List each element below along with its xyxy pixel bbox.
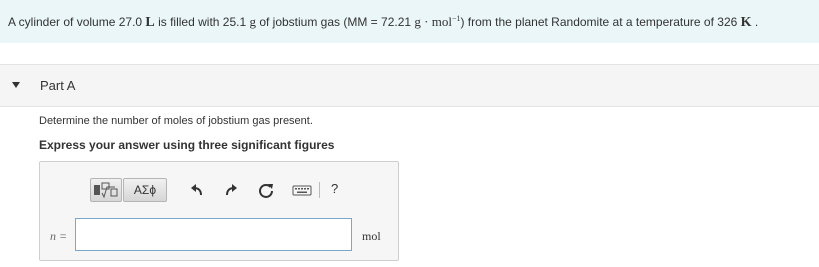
templates-button[interactable] [90,178,122,202]
redo-icon[interactable] [223,182,239,198]
unit-exponent: −1 [451,14,461,23]
problem-statement-banner [0,0,819,43]
collapse-caret-icon[interactable] [12,82,20,88]
answer-panel [39,161,399,261]
statement-text: is filled with 25.1 [154,15,250,29]
part-title: Part A [40,78,76,93]
keyboard-icon[interactable] [292,182,312,198]
unit-liter: L [145,15,155,30]
question-text: Determine the number of moles of jobstium gas present. [39,115,313,127]
statement-text: ) from the planet Randomite at a temperature of 326 [460,15,741,29]
undo-icon[interactable] [189,182,205,198]
help-button[interactable]: ? [331,181,339,196]
answer-label-text: n = [50,229,68,243]
problem-statement [8,14,758,31]
statement-text: A cylinder of volume 27.0 [8,15,146,29]
unit-molar-mass: g · mol [414,14,452,29]
part-a-header[interactable] [0,64,819,107]
reset-icon[interactable] [258,182,274,198]
statement-text: . [751,15,759,29]
answer-input[interactable] [75,218,352,251]
templates-icon [91,179,121,201]
answer-variable-label [50,229,67,244]
unit-gram: g [249,14,256,29]
math-toolbar [40,162,398,222]
answer-unit: mol [362,229,381,243]
statement-text: of jobstium gas (MM = 72.21 [255,15,415,29]
unit-kelvin: K [740,15,752,30]
toolbar-divider [319,182,320,198]
greek-symbols-button[interactable]: ΑΣϕ [123,178,167,202]
instruction-text: Express your answer using three significant figures [39,138,335,152]
